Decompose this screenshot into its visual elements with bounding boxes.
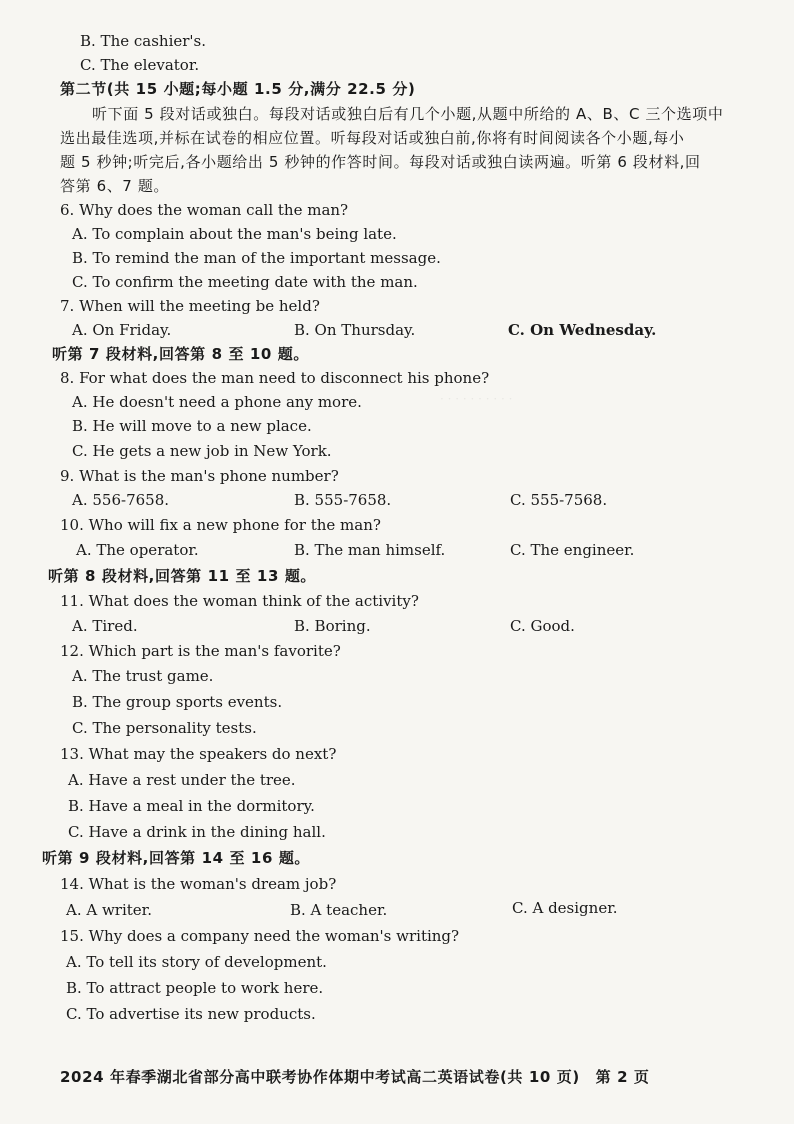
q13-option-b: B. Have a meal in the dormitory. [68, 797, 315, 815]
footer-title: 2024 年春季湖北省部分高中联考协作体期中考试高二英语试卷(共 10 页) [60, 1068, 580, 1086]
instruction-line-4: 答第 6、7 题。 [60, 177, 170, 195]
q8-option-c: C. He gets a new job in New York. [72, 442, 332, 460]
q10-option-a: A. The operator. [76, 541, 199, 559]
instruction-line-1: 听下面 5 段对话或独白。每段对话或独白后有几个小题,从题中所给的 A、B、C 三个选项中 [92, 105, 724, 123]
q14-option-b: B. A teacher. [290, 901, 388, 919]
q7-option-a: A. On Friday. [72, 321, 172, 339]
group-heading-7: 听第 7 段材料,回答第 8 至 10 题。 [52, 345, 309, 363]
q15-option-a: A. To tell its story of development. [66, 953, 327, 971]
q10-option-c: C. The engineer. [510, 541, 635, 559]
option-b-prev: B. The cashier's. [80, 32, 207, 50]
q12-option-c: C. The personality tests. [72, 719, 257, 737]
page-footer [60, 1066, 740, 1087]
q7-option-b: B. On Thursday. [294, 321, 416, 339]
section-heading: 第二节(共 15 小题;每小题 1.5 分,满分 22.5 分) [60, 80, 416, 98]
q13-option-a: A. Have a rest under the tree. [68, 771, 296, 789]
question-6: 6. Why does the woman call the man? [60, 201, 349, 219]
q11-option-b: B. Boring. [294, 617, 371, 635]
question-8: 8. For what does the man need to disconnect his phone? [60, 369, 490, 387]
q9-option-b: B. 555-7658. [294, 491, 392, 509]
q6-option-b: B. To remind the man of the important message. [72, 249, 441, 267]
question-12: 12. Which part is the man's favorite? [60, 642, 341, 660]
q15-option-b: B. To attract people to work here. [66, 979, 324, 997]
q12-option-a: A. The trust game. [72, 667, 214, 685]
question-14: 14. What is the woman's dream job? [60, 875, 337, 893]
q8-option-b: B. He will move to a new place. [72, 417, 312, 435]
bleed-through-text: · · · · · · · · · · [440, 392, 513, 406]
question-13: 13. What may the speakers do next? [60, 745, 337, 763]
q9-option-c: C. 555-7568. [510, 491, 608, 509]
q6-option-c: C. To confirm the meeting date with the man. [72, 273, 418, 291]
q11-option-a: A. Tired. [72, 617, 138, 635]
group-heading-8: 听第 8 段材料,回答第 11 至 13 题。 [48, 567, 317, 585]
question-11: 11. What does the woman think of the activity? [60, 592, 419, 610]
instruction-line-2: 选出最佳选项,并标在试卷的相应位置。听每段对话或独白前,你将有时间阅读各个小题,每小 [60, 129, 685, 147]
q12-option-b: B. The group sports events. [72, 693, 283, 711]
group-heading-9: 听第 9 段材料,回答第 14 至 16 题。 [42, 849, 311, 867]
q15-option-c: C. To advertise its new products. [66, 1005, 316, 1023]
q14-option-c: C. A designer. [512, 899, 618, 917]
footer-page-number: 第 2 页 [595, 1068, 650, 1086]
instruction-line-3: 题 5 秒钟;听完后,各小题给出 5 秒钟的作答时间。每段对话或独白读两遍。听第 6 段材料,回 [60, 153, 701, 171]
question-9: 9. What is the man's phone number? [60, 467, 339, 485]
q10-option-b: B. The man himself. [294, 541, 446, 559]
q13-option-c: C. Have a drink in the dining hall. [68, 823, 326, 841]
q14-option-a: A. A writer. [66, 901, 152, 919]
q9-option-a: A. 556-7658. [72, 491, 170, 509]
q8-option-a: A. He doesn't need a phone any more. [72, 393, 362, 411]
question-15: 15. Why does a company need the woman's writing? [60, 927, 460, 945]
q7-option-c: C. On Wednesday. [508, 321, 657, 339]
question-10: 10. Who will fix a new phone for the man? [60, 516, 381, 534]
option-c-prev: C. The elevator. [80, 56, 200, 74]
q6-option-a: A. To complain about the man's being late. [72, 225, 397, 243]
question-7: 7. When will the meeting be held? [60, 297, 320, 315]
q11-option-c: C. Good. [510, 617, 575, 635]
